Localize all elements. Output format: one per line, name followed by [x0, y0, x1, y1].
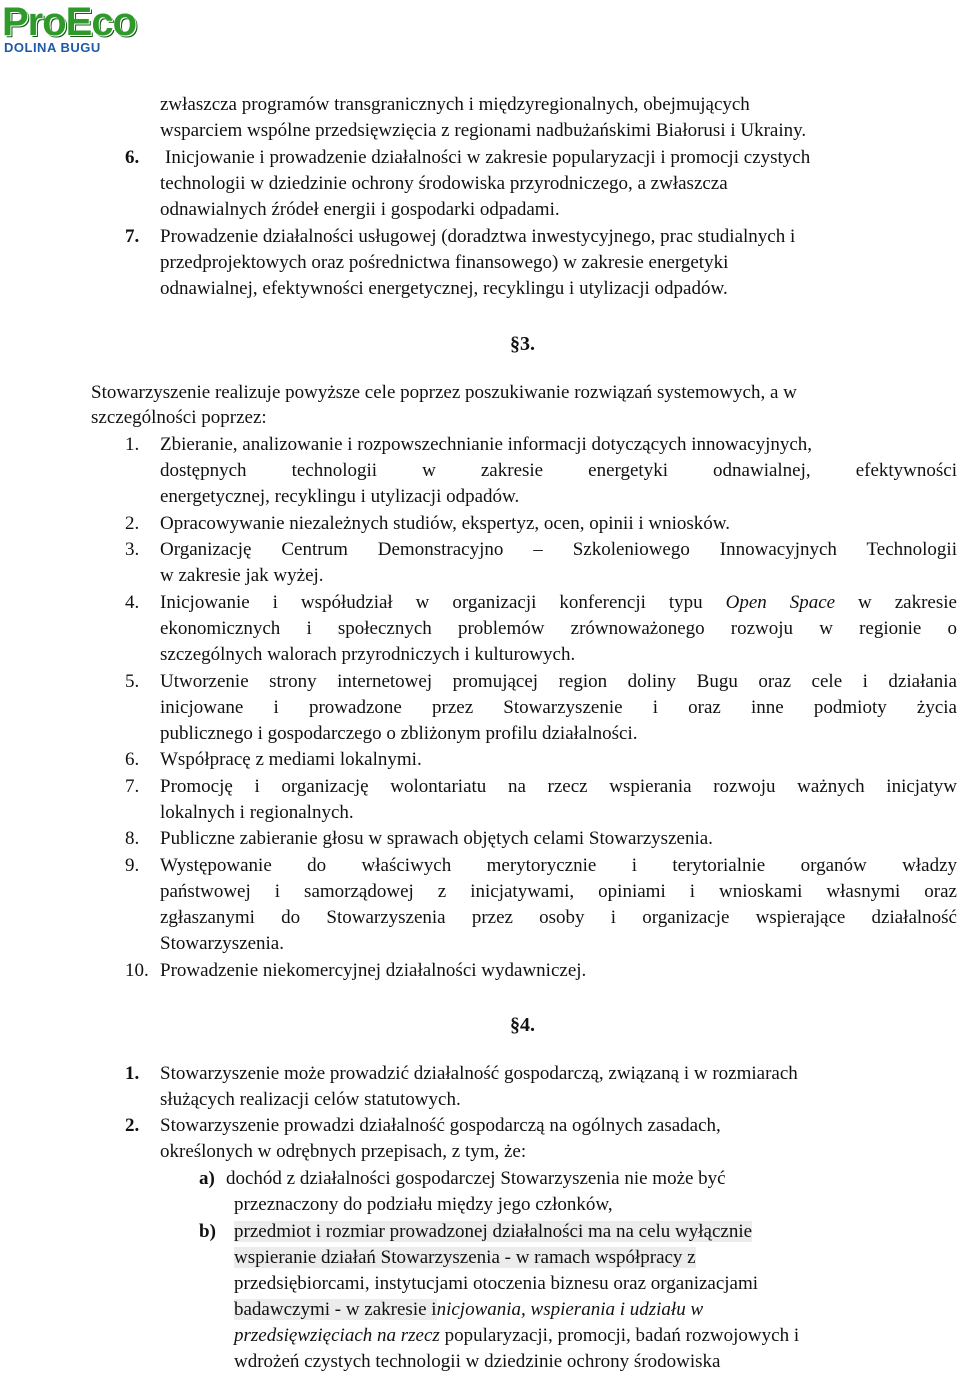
s4-item-1-line-1: Stowarzyszenie może prowadzić działalność gospodarczą, związaną i w rozmiarach — [160, 1063, 798, 1084]
s3-item-7-line-2: lokalnych i regionalnych. — [160, 802, 354, 823]
s4-sub-a-line-1: dochód z działalności gospodarczej Stowarzyszenia nie może być — [226, 1168, 726, 1189]
s3-item-5-line-3: publicznego i gospodarczego o zbliżonym profilu działalności. — [160, 723, 638, 744]
s3-item-6-line-1: Współpracę z mediami lokalnymi. — [160, 749, 422, 770]
item-6-line-2: technologii w dziedzinie ochrony środowiska przyrodniczego, a zwłaszcza — [160, 173, 728, 194]
s3-item-9-line-1: Występowanie do właściwych merytorycznie i terytorialnie organów władzy — [160, 855, 957, 876]
s4-sub-b-line-3: przedsiębiorcami, instytucjami otoczenia biznesu oraz organizacjami — [234, 1273, 759, 1294]
s4-sub-b-line-2: wspieranie działań Stowarzyszenia - w ramach współpracy z — [234, 1247, 696, 1268]
s4-item-2-line-2: określonych w odrębnych przepisach, z tym, że: — [160, 1141, 527, 1162]
intro-line-1: zwłaszcza programów transgranicznych i międzyregionalnych, obejmujących — [160, 94, 750, 115]
s3-item-10-number: 10. — [125, 960, 149, 981]
s4-sub-a-line-2: przeznaczony do podziału między jego członków, — [234, 1194, 613, 1215]
s3-item-4-line-3: szczególnych walorach przyrodniczych i kulturowych. — [160, 644, 576, 665]
section-3-title: §3. — [510, 333, 535, 355]
section-3-intro-1: Stowarzyszenie realizuje powyższe cele poprzez poszukiwanie rozwiązań systemowych, a w — [91, 382, 797, 403]
s3-item-8-line-1: Publiczne zabieranie głosu w sprawach objętych celami Stowarzyszenia. — [160, 828, 713, 849]
section-4-title: §4. — [510, 1014, 535, 1036]
s4-item-1-line-2: służących realizacji celów statutowych. — [160, 1089, 461, 1110]
proeco-logo — [2, 0, 172, 56]
s3-item-4-line-1: Inicjowanie i współudział w organizacji konferencji typu Open Space w zakresie — [160, 592, 957, 613]
s3-item-1-line-2: dostępnych technologii w zakresie energetyki odnawialnej, efektywności — [160, 460, 957, 481]
s3-item-1-line-1: Zbieranie, analizowanie i rozpowszechnianie informacji dotyczących innowacyjnych, — [160, 434, 813, 455]
s3-item-3-line-1: Organizację Centrum Demonstracyjno – Szkoleniowego Innowacyjnych Technologii — [160, 539, 957, 560]
s3-item-1-number: 1. — [125, 434, 140, 455]
s3-item-6-number: 6. — [125, 749, 140, 770]
s3-item-10-line-1: Prowadzenie niekomercyjnej działalności wydawniczej. — [160, 960, 587, 981]
intro-line-2: wsparciem wspólne przedsięwzięcia z regionami nadbużańskimi Białorusi i Ukrainy. — [160, 120, 807, 141]
s4-item-1-number: 1. — [125, 1063, 140, 1084]
item-7-line-2: przedprojektowych oraz pośrednictwa finansowego) w zakresie energetyki — [160, 252, 729, 273]
s4-item-2-number: 2. — [125, 1115, 140, 1136]
s3-item-8-number: 8. — [125, 828, 140, 849]
s3-item-9-line-4: Stowarzyszenia. — [160, 933, 284, 954]
s3-item-2-line-1: Opracowywanie niezależnych studiów, ekspertyz, ocen, opinii i wniosków. — [160, 513, 731, 534]
logo-brand: ProEco — [2, 0, 137, 44]
s3-item-9-line-2: państwowej i samorządowej z inicjatywami, opiniami i wnioskami własnymi oraz — [160, 881, 957, 902]
s3-item-5-line-1: Utworzenie strony internetowej promującej region doliny Bugu oraz cele i działania — [160, 671, 957, 692]
s3-item-2-number: 2. — [125, 513, 140, 534]
item-7-line-1: Prowadzenie działalności usługowej (doradztwa inwestycyjnego, prac studialnych i — [160, 226, 796, 247]
s3-item-7-line-1: Promocję i organizację wolontariatu na rzecz wspierania rozwoju ważnych inicjatyw — [160, 776, 957, 797]
logo-subtitle: DOLINA BUGU — [4, 40, 101, 55]
s3-item-7-number: 7. — [125, 776, 140, 797]
s3-item-1-line-3: energetycznej, recyklingu i utylizacji odpadów. — [160, 486, 520, 507]
item-6-line-3: odnawialnych źródeł energii i gospodarki odpadami. — [160, 199, 560, 220]
item-7-line-3: odnawialnej, efektywności energetycznej, recyklingu i utylizacji odpadów. — [160, 278, 728, 299]
section-3-intro-2: szczególności poprzez: — [91, 407, 267, 428]
s4-sub-b-line-4: badawczymi - w zakresie inicjowania, wspierania i udziału w — [234, 1299, 704, 1320]
item-7-number: 7. — [125, 226, 140, 247]
s3-item-3-number: 3. — [125, 539, 140, 560]
item-6-line-1: Inicjowanie i prowadzenie działalności w zakresie popularyzacji i promocji czystych — [165, 147, 811, 168]
s3-item-5-line-2: inicjowane i prowadzone przez Stowarzyszenie i oraz inne podmioty życia — [160, 697, 957, 718]
s4-sub-b-line-6: wdrożeń czystych technologii w dziedzinie ochrony środowiska — [234, 1351, 721, 1372]
s4-sub-b-label: b) — [199, 1221, 216, 1242]
s4-sub-b-line-5: przedsięwzięciach na rzecz popularyzacji, promocji, badań rozwojowych i — [234, 1325, 800, 1346]
s3-item-5-number: 5. — [125, 671, 140, 692]
item-6-number: 6. — [125, 147, 140, 168]
s3-item-9-number: 9. — [125, 855, 140, 876]
s4-sub-b-line-1: przedmiot i rozmiar prowadzonej działalności ma na celu wyłącznie — [234, 1221, 753, 1242]
s4-item-2-line-1: Stowarzyszenie prowadzi działalność gospodarczą na ogólnych zasadach, — [160, 1115, 721, 1136]
s3-item-4-number: 4. — [125, 592, 140, 613]
s4-sub-a-label: a) — [199, 1168, 215, 1189]
s3-item-3-line-2: w zakresie jak wyżej. — [160, 565, 324, 586]
s3-item-4-line-2: ekonomicznych i społecznych problemów zrównoważonego rozwoju w regionie o — [160, 618, 957, 639]
s3-item-9-line-3: zgłaszanymi do Stowarzyszenia przez osoby i organizacje wspierające działalność — [160, 907, 957, 928]
